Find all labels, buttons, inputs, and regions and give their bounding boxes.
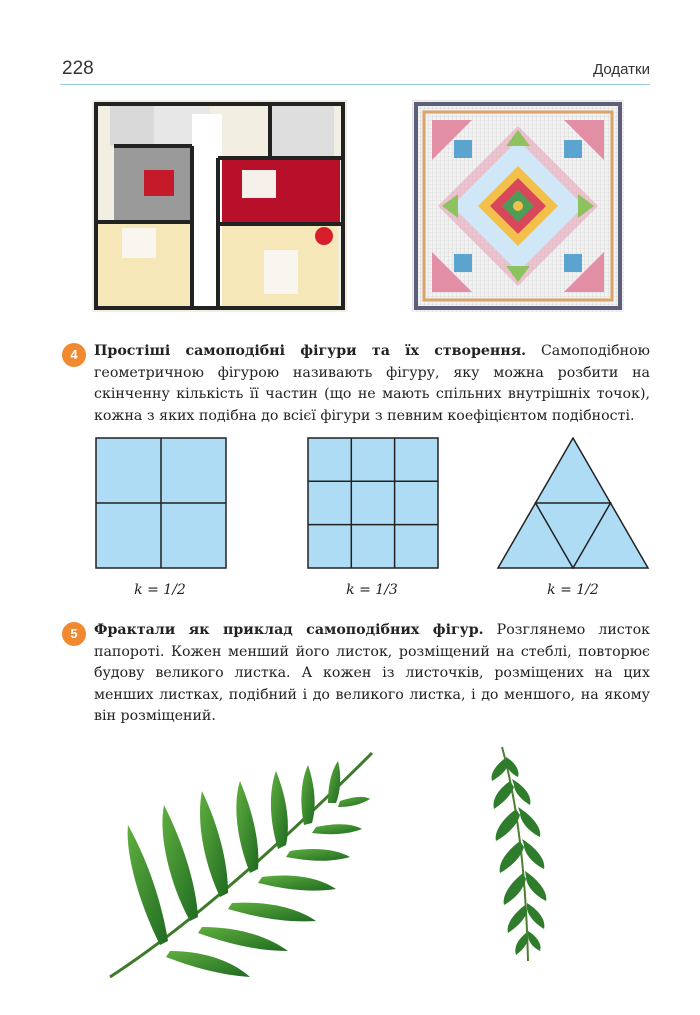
fern-branch-image	[100, 745, 380, 985]
page-header	[60, 56, 650, 85]
square-quarters-figure	[95, 437, 227, 569]
k-label-1: k = 1/2	[134, 582, 186, 598]
item-5-text: Розглянемо листок папороті. Кожен менший його листок, розміщений на стеблі, повторює будову великого листка. А кожен із листочків, розміщених на цих менших листках, подібний і до великого листка, і до меншого, на якому він розміщений.	[94, 622, 651, 724]
item-4-title: Простіші самоподібні фігури та їх створення.	[94, 343, 527, 359]
page-number: 228	[62, 58, 94, 79]
item-5-title: Фрактали як приклад самоподібних фігур.	[94, 622, 484, 638]
item-4-paragraph	[94, 341, 650, 427]
k-label-2: k = 1/3	[346, 582, 398, 598]
item-5-paragraph	[94, 620, 650, 728]
item-4-text: Самоподібною геометричною фігурою називають фігуру, яку можна розбити на скінченну кількість її частин (що не мають спільних внутрішніх точок), кожна з яких подібна до всієї фігури з певним коефіцієнтом подібності.	[94, 343, 651, 424]
fern-leaf-image	[488, 745, 560, 963]
item-5-badge: 5	[62, 622, 86, 646]
floor-plan-image	[92, 100, 347, 312]
section-title: Додатки	[593, 61, 650, 78]
triangle-subdivided-figure	[496, 437, 650, 569]
k-label-3: k = 1/2	[547, 582, 599, 598]
item-4-badge: 4	[62, 343, 86, 367]
embroidery-pattern-image	[412, 100, 624, 312]
square-ninths-figure	[307, 437, 439, 569]
